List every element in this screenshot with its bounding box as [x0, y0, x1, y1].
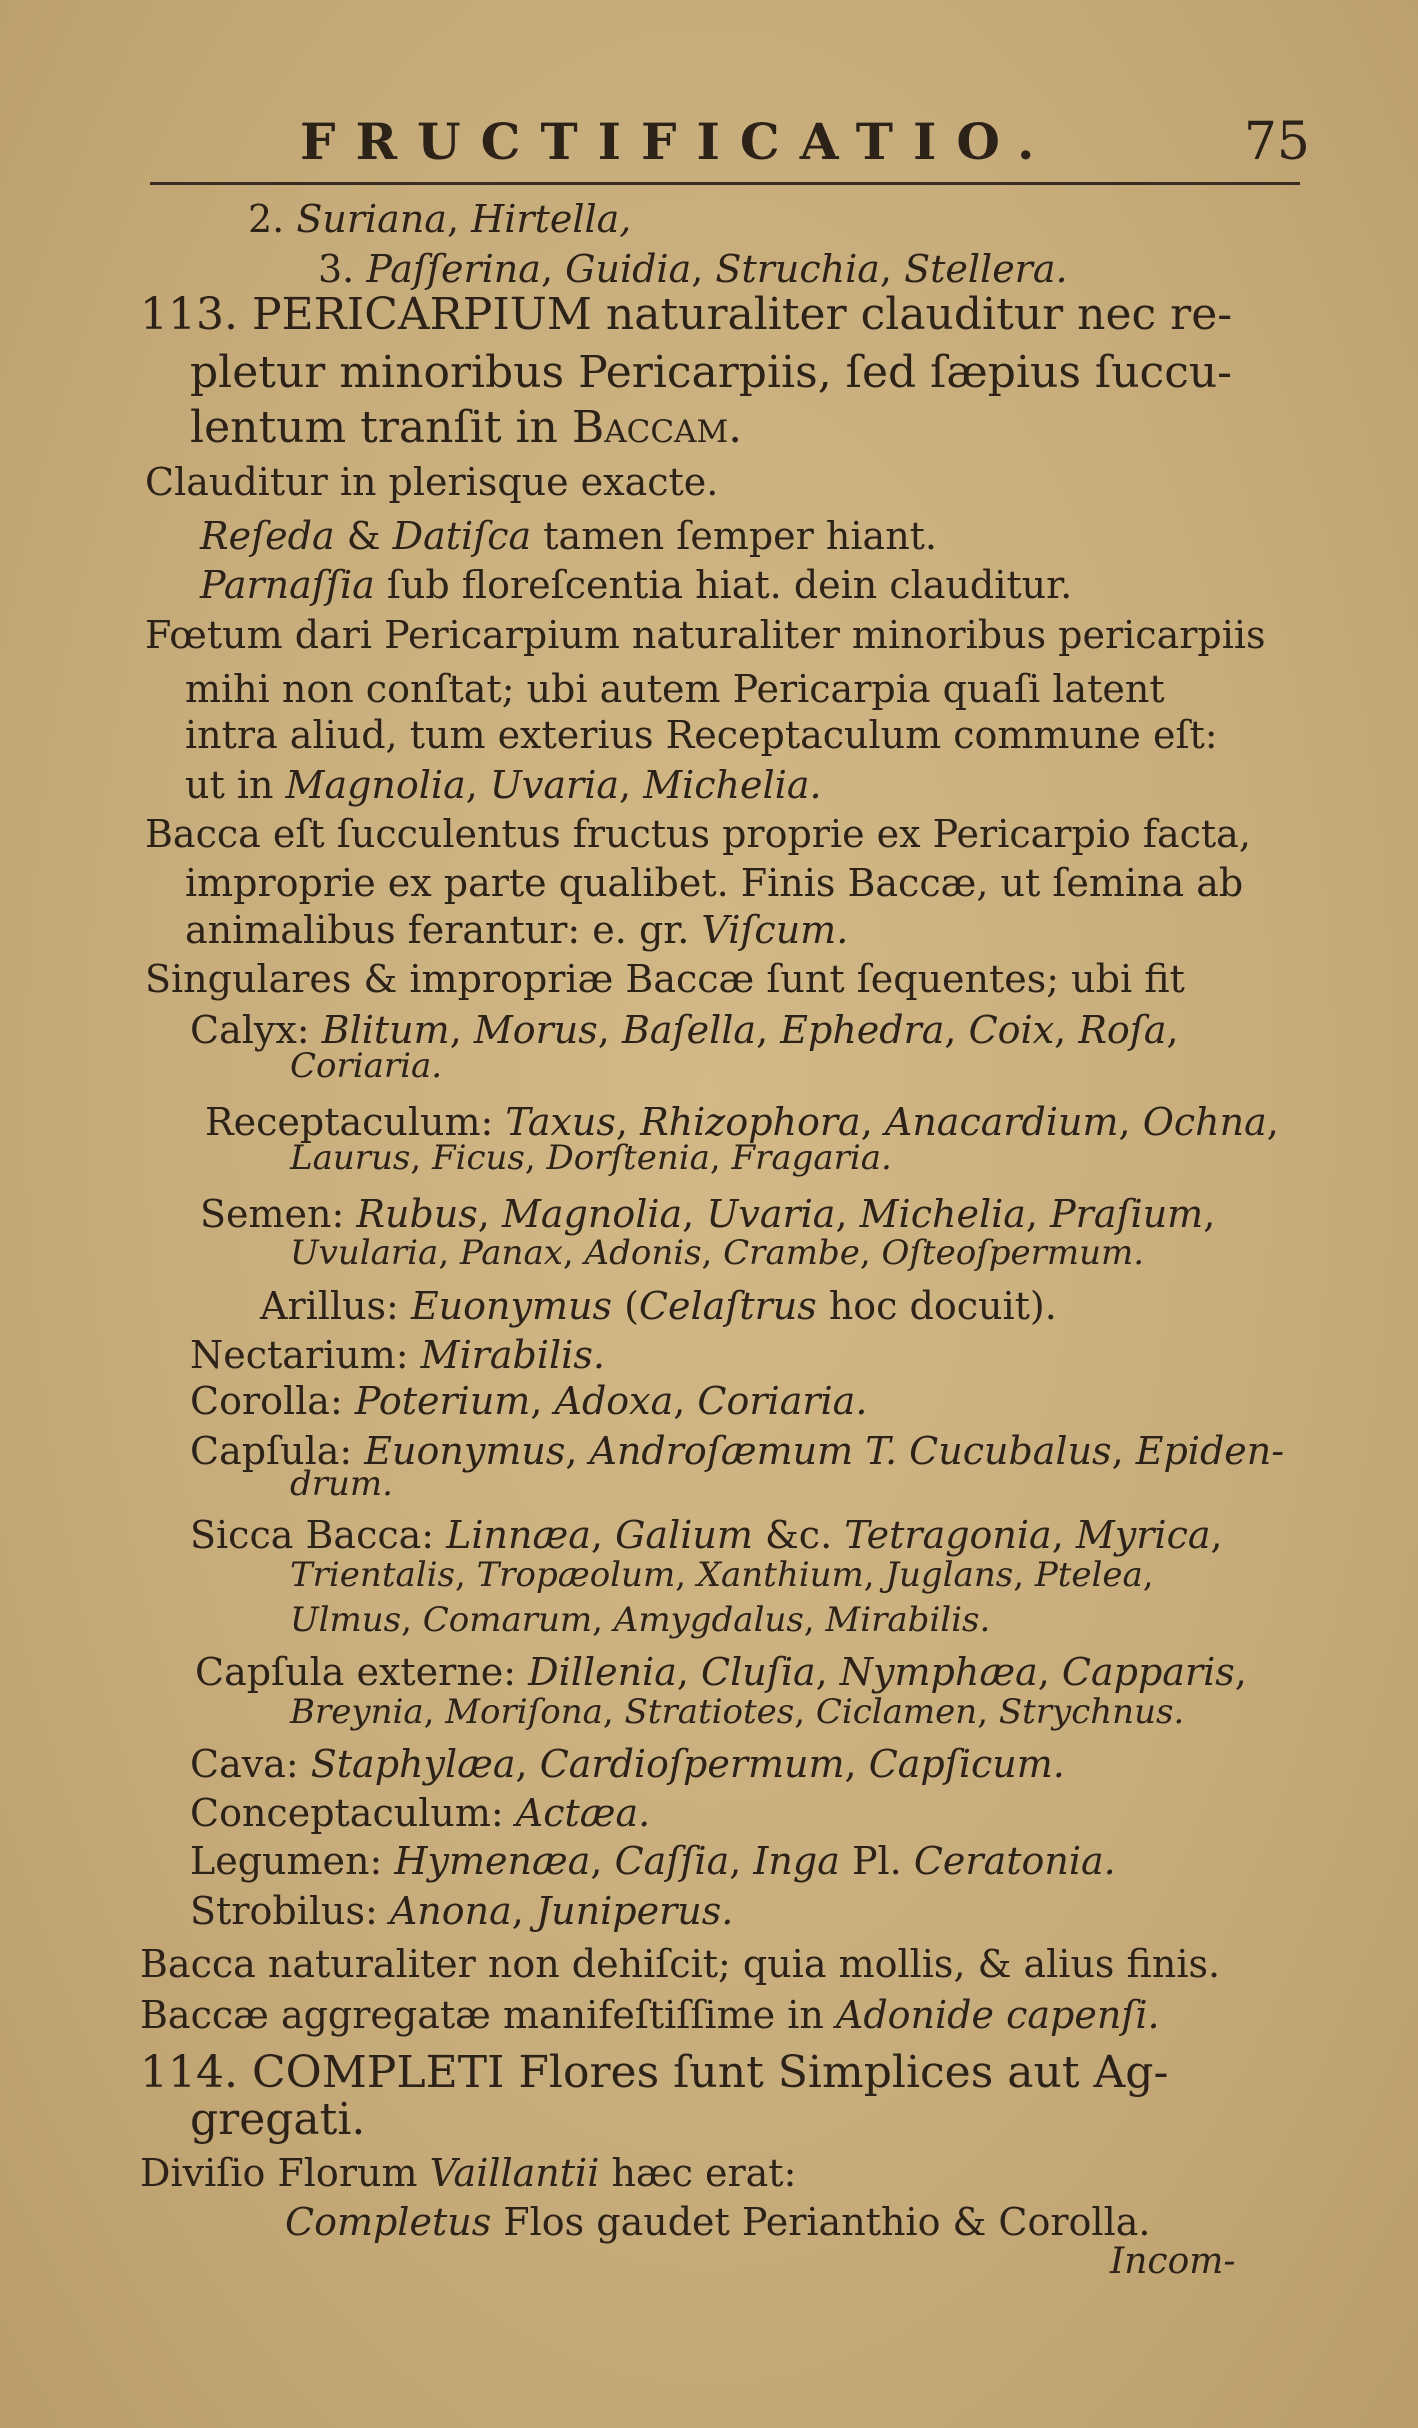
- text-line: [190, 1513, 1223, 1557]
- text-run: ,: [454, 1555, 477, 1595]
- text-line: [190, 1742, 1065, 1786]
- italic-run: Linnæa: [446, 1513, 591, 1557]
- text-run: intra aliud, tum exterius Receptaculum commune eſt:: [185, 713, 1218, 757]
- italic-run: Viſcum.: [701, 908, 849, 952]
- text-line: [1110, 2241, 1236, 2282]
- italic-run: Taxus: [505, 1100, 616, 1144]
- italic-run: Baſella: [621, 1008, 757, 1052]
- text-line: [190, 1333, 605, 1377]
- text-line: [185, 861, 1244, 905]
- text-run: 3.: [318, 247, 367, 291]
- text-run: Arillus:: [260, 1284, 411, 1328]
- text-run: ,: [859, 1233, 882, 1273]
- text-run: ,: [803, 1600, 826, 1640]
- text-run: Semen:: [200, 1192, 357, 1236]
- italic-run: Anacardium: [884, 1100, 1119, 1144]
- text-run: Capſula externe:: [195, 1650, 529, 1694]
- text-run: ,: [597, 1008, 622, 1052]
- italic-run: Adonis: [584, 1233, 702, 1273]
- italic-run: Capſicum.: [868, 1742, 1065, 1786]
- text-run: ,: [1054, 1008, 1079, 1052]
- text-line: [190, 2094, 366, 2145]
- text-run: ,: [977, 1692, 999, 1732]
- page-number: 75: [1243, 112, 1310, 172]
- italic-run: Roſa: [1078, 1008, 1167, 1052]
- text-run: ,: [709, 1138, 732, 1178]
- text-line: [140, 2151, 797, 2195]
- italic-run: Parnaſſia: [200, 563, 375, 607]
- italic-run: Magnolia: [501, 1192, 683, 1236]
- text-run: ,: [540, 247, 566, 291]
- text-run: ,: [602, 1692, 625, 1732]
- text-line: [190, 347, 1233, 398]
- text-line: [140, 289, 1233, 340]
- italic-run: Euonymus: [364, 1429, 566, 1473]
- text-run: ,: [673, 1379, 698, 1423]
- text-run: tamen ſemper hiant.: [531, 514, 938, 558]
- text-run: ,: [863, 1555, 886, 1595]
- text-line: [140, 1993, 1160, 2037]
- text-run: ,: [1203, 1192, 1216, 1236]
- text-line: [145, 613, 1266, 657]
- italic-run: Datiſca: [392, 514, 532, 558]
- text-run: ,: [1013, 1555, 1035, 1595]
- text-run: Pl.: [839, 1839, 914, 1883]
- italic-run: Struchia: [715, 247, 880, 291]
- italic-run: Coriaria.: [290, 1046, 443, 1086]
- italic-run: Ciclamen: [815, 1692, 978, 1732]
- running-header: [300, 112, 1310, 172]
- italic-run: Mirabilis.: [420, 1333, 605, 1377]
- italic-run: Anona: [389, 1889, 512, 1933]
- text-line: [145, 460, 719, 504]
- text-line: [290, 1600, 991, 1640]
- text-run: Strobilus:: [190, 1889, 390, 1933]
- text-run: ,: [565, 1429, 590, 1473]
- text-line: [190, 402, 743, 453]
- text-run: ,: [446, 197, 472, 241]
- text-run: hoc docuit).: [816, 1284, 1057, 1328]
- text-run: ,: [860, 1100, 885, 1144]
- text-line: [190, 1791, 651, 1835]
- italic-run: Euonymus: [410, 1284, 612, 1328]
- text-run: ,: [835, 1192, 860, 1236]
- text-run: ,: [590, 1839, 615, 1883]
- text-run: Fœtum dari Pericarpium naturaliter minoribus pericarpiis: [145, 613, 1266, 657]
- text-run: ,: [401, 1600, 423, 1640]
- text-run: ,: [590, 1513, 616, 1557]
- text-line: [185, 763, 822, 807]
- italic-run: Rubus: [356, 1192, 478, 1236]
- italic-run: Crambe: [723, 1233, 860, 1273]
- text-run: Receptaculum:: [205, 1100, 506, 1144]
- text-run: 113. PERICARPIUM naturaliter clauditur nec re-: [140, 289, 1233, 340]
- text-run: ,: [524, 1138, 547, 1178]
- italic-run: Myrica: [1075, 1513, 1211, 1557]
- text-run: ,: [794, 1692, 816, 1732]
- italic-run: Adonide capenſi.: [835, 1993, 1160, 2037]
- text-run: ,: [438, 1233, 460, 1273]
- text-run: ut in: [185, 763, 286, 807]
- text-line: [200, 563, 1073, 607]
- text-run: ,: [1111, 1429, 1136, 1473]
- italic-run: Incom-: [1110, 2241, 1236, 2282]
- italic-run: Uvaria: [706, 1192, 836, 1236]
- italic-run: Moriſona: [445, 1692, 603, 1732]
- italic-run: Staphylæa: [310, 1742, 516, 1786]
- text-run: Singulares & impropriæ Baccæ ſunt ſequentes; ubi fit: [145, 957, 1185, 1001]
- text-run: ,: [1234, 1650, 1247, 1694]
- text-line: [145, 812, 1251, 856]
- text-line: [140, 1942, 1221, 1986]
- text-line: [290, 1138, 892, 1178]
- text-line: [200, 514, 938, 558]
- italic-run: Coriaria.: [697, 1379, 868, 1423]
- italic-run: Guidia: [565, 247, 692, 291]
- text-run: ,: [410, 1138, 432, 1178]
- italic-run: Ceratonia.: [913, 1839, 1116, 1883]
- text-run: Bacca naturaliter non dehiſcit; quia mollis, & alius finis.: [140, 1942, 1221, 1986]
- text-run: gregati.: [190, 2094, 366, 2145]
- text-run: ,: [1142, 1555, 1154, 1595]
- italic-run: Androſæmum T.: [589, 1429, 898, 1473]
- text-run: ,: [1210, 1513, 1223, 1557]
- italic-run: Trientalis: [290, 1555, 455, 1595]
- italic-run: Michelia: [859, 1192, 1026, 1236]
- text-run: ,: [815, 1650, 840, 1694]
- text-run: pletur minoribus Pericarpiis, ſed ſæpius ſuccu-: [190, 347, 1233, 398]
- text-run: Sicca Bacca:: [190, 1513, 447, 1557]
- italic-run: Xanthium: [696, 1555, 864, 1595]
- text-line: [195, 1650, 1247, 1694]
- text-run: ,: [530, 1379, 555, 1423]
- italic-run: Adoxa: [554, 1379, 674, 1423]
- italic-run: Coix: [968, 1008, 1055, 1052]
- italic-run: Vaillantii: [429, 2151, 600, 2195]
- italic-run: Ulmus: [290, 1600, 402, 1640]
- text-line: [290, 1046, 443, 1086]
- italic-run: Uvaria: [489, 763, 620, 807]
- text-run: ,: [1166, 1008, 1179, 1052]
- italic-run: Uvularia: [290, 1233, 439, 1273]
- text-run: Calyx:: [190, 1008, 322, 1052]
- text-run: ,: [423, 1692, 446, 1732]
- italic-run: Completus: [285, 2200, 492, 2244]
- text-line: [190, 1008, 1179, 1052]
- italic-run: Cluſia: [701, 1650, 816, 1694]
- text-run: ,: [1118, 1100, 1143, 1144]
- text-run: Diviſio Florum: [140, 2151, 430, 2195]
- text-run: ,: [944, 1008, 969, 1052]
- text-run: ,: [515, 1742, 540, 1786]
- text-run: Baccam.: [571, 402, 743, 453]
- text-run: 114. COMPLETI Flores ſunt Simplices aut Ag-: [140, 2047, 1169, 2098]
- italic-run: Epiden-: [1135, 1429, 1285, 1473]
- text-line: [260, 1284, 1057, 1328]
- text-run: &: [334, 514, 393, 558]
- text-run: &c.: [752, 1513, 845, 1557]
- italic-run: Ficus: [431, 1138, 525, 1178]
- italic-run: Mirabilis.: [825, 1600, 991, 1640]
- text-run: ſub floreſcentia hiat. dein clauditur.: [374, 563, 1073, 607]
- italic-run: Michelia.: [643, 763, 822, 807]
- text-line: [190, 1839, 1116, 1883]
- italic-run: Cucubalus: [909, 1429, 1112, 1473]
- text-run: Conceptaculum:: [190, 1791, 516, 1835]
- text-line: [200, 1192, 1216, 1236]
- text-run: (: [611, 1284, 639, 1328]
- text-run: ,: [1266, 1100, 1279, 1144]
- text-run: animalibus ferantur: e. gr.: [185, 908, 702, 952]
- text-line: [185, 713, 1218, 757]
- text-run: Capſula:: [190, 1429, 365, 1473]
- text-run: hæc erat:: [599, 2151, 797, 2195]
- italic-run: Tetragonia: [844, 1513, 1052, 1557]
- text-line: [205, 1100, 1279, 1144]
- text-run: ,: [1025, 1192, 1051, 1236]
- text-run: ,: [1051, 1513, 1076, 1557]
- italic-run: Ephedra: [780, 1008, 945, 1052]
- text-run: ,: [449, 1008, 474, 1052]
- italic-run: Poterium: [354, 1379, 531, 1423]
- italic-run: Dorſtenia: [546, 1138, 710, 1178]
- italic-run: Tropæolum: [476, 1555, 676, 1595]
- text-run: ,: [615, 1100, 641, 1144]
- italic-run: Juglans: [885, 1555, 1014, 1595]
- text-run: ,: [511, 1889, 536, 1933]
- text-run: mihi non conſtat; ubi autem Pericarpia quaſi latent: [185, 667, 1165, 711]
- text-run: ,: [592, 1600, 614, 1640]
- italic-run: Caſſia: [614, 1839, 730, 1883]
- italic-run: Comarum: [422, 1600, 593, 1640]
- text-run: ,: [676, 1650, 702, 1694]
- header-rule: [150, 182, 1300, 185]
- italic-run: Inga: [753, 1839, 840, 1883]
- text-run: Nectarium:: [190, 1333, 421, 1377]
- italic-run: Nymphæa: [839, 1650, 1038, 1694]
- text-run: ,: [1037, 1650, 1062, 1694]
- text-run: Bacca eſt ſucculentus fructus proprie ex Pericarpio facta,: [145, 812, 1251, 856]
- text-run: [897, 1429, 909, 1473]
- running-title: FRUCTIFICATIO.: [300, 112, 1055, 171]
- text-line: [190, 1889, 734, 1933]
- italic-run: Rhizophora: [640, 1100, 861, 1144]
- text-run: lentum tranſit in: [190, 402, 572, 453]
- italic-run: Juniperus.: [535, 1889, 734, 1933]
- text-run: ,: [701, 1233, 724, 1273]
- italic-run: Galium: [615, 1513, 753, 1557]
- italic-run: Blitum: [321, 1008, 450, 1052]
- italic-run: Strychnus.: [998, 1692, 1185, 1732]
- text-run: ,: [562, 1233, 585, 1273]
- text-line: [248, 197, 632, 241]
- text-run: ,: [619, 763, 644, 807]
- text-run: ,: [675, 1555, 697, 1595]
- italic-run: Suriana: [296, 197, 447, 241]
- italic-run: Stratiotes: [624, 1692, 795, 1732]
- text-line: [185, 667, 1165, 711]
- text-run: improprie ex parte qualibet. Finis Baccæ, ut ſemina ab: [185, 861, 1244, 905]
- text-run: Cava:: [190, 1742, 311, 1786]
- text-run: Baccæ aggregatæ manifeſtiſſime in: [140, 1993, 836, 2037]
- text-run: Flos gaudet Perianthio & Corolla.: [491, 2200, 1151, 2244]
- italic-run: Hirtella,: [471, 197, 632, 241]
- text-run: ,: [477, 1192, 502, 1236]
- text-run: Clauditur in plerisque exacte.: [145, 460, 719, 504]
- italic-run: Fragaria.: [731, 1138, 892, 1178]
- text-run: 2.: [248, 197, 297, 241]
- text-line: [290, 1464, 393, 1504]
- italic-run: Stellera.: [904, 247, 1068, 291]
- italic-run: Actæa.: [515, 1791, 651, 1835]
- italic-run: Breynia: [290, 1692, 424, 1732]
- text-line: [185, 908, 849, 952]
- italic-run: Reſeda: [200, 514, 335, 558]
- text-run: ,: [756, 1008, 781, 1052]
- italic-run: drum.: [290, 1464, 393, 1504]
- italic-run: Celaſtrus: [638, 1284, 817, 1328]
- text-run: Corolla:: [190, 1379, 355, 1423]
- text-line: [145, 957, 1185, 1001]
- italic-run: Paſſerina: [366, 247, 541, 291]
- text-line: [140, 2047, 1169, 2098]
- italic-run: Amygdalus: [613, 1600, 804, 1640]
- italic-run: Praſium: [1050, 1192, 1204, 1236]
- italic-run: Oſteoſpermum.: [881, 1233, 1145, 1273]
- text-run: Legumen:: [190, 1839, 395, 1883]
- text-run: ,: [691, 247, 716, 291]
- text-line: [285, 2200, 1151, 2244]
- italic-run: Morus: [473, 1008, 598, 1052]
- italic-run: Laurus: [290, 1138, 411, 1178]
- text-run: ,: [844, 1742, 869, 1786]
- text-line: [290, 1692, 1185, 1732]
- text-line: [290, 1555, 1154, 1595]
- italic-run: Panax: [459, 1233, 563, 1273]
- italic-run: Cardioſpermum: [539, 1742, 845, 1786]
- italic-run: Magnolia: [285, 763, 466, 807]
- italic-run: Dillenia: [528, 1650, 677, 1694]
- text-run: ,: [879, 247, 905, 291]
- italic-run: Ochna: [1142, 1100, 1267, 1144]
- italic-run: Capparis: [1061, 1650, 1235, 1694]
- text-run: ,: [729, 1839, 754, 1883]
- italic-run: Hymenæa: [394, 1839, 591, 1883]
- text-run: ,: [682, 1192, 707, 1236]
- text-run: ,: [465, 763, 490, 807]
- text-line: [290, 1233, 1145, 1273]
- text-line: [318, 247, 1068, 291]
- italic-run: Ptelea: [1034, 1555, 1143, 1595]
- text-line: [190, 1379, 868, 1423]
